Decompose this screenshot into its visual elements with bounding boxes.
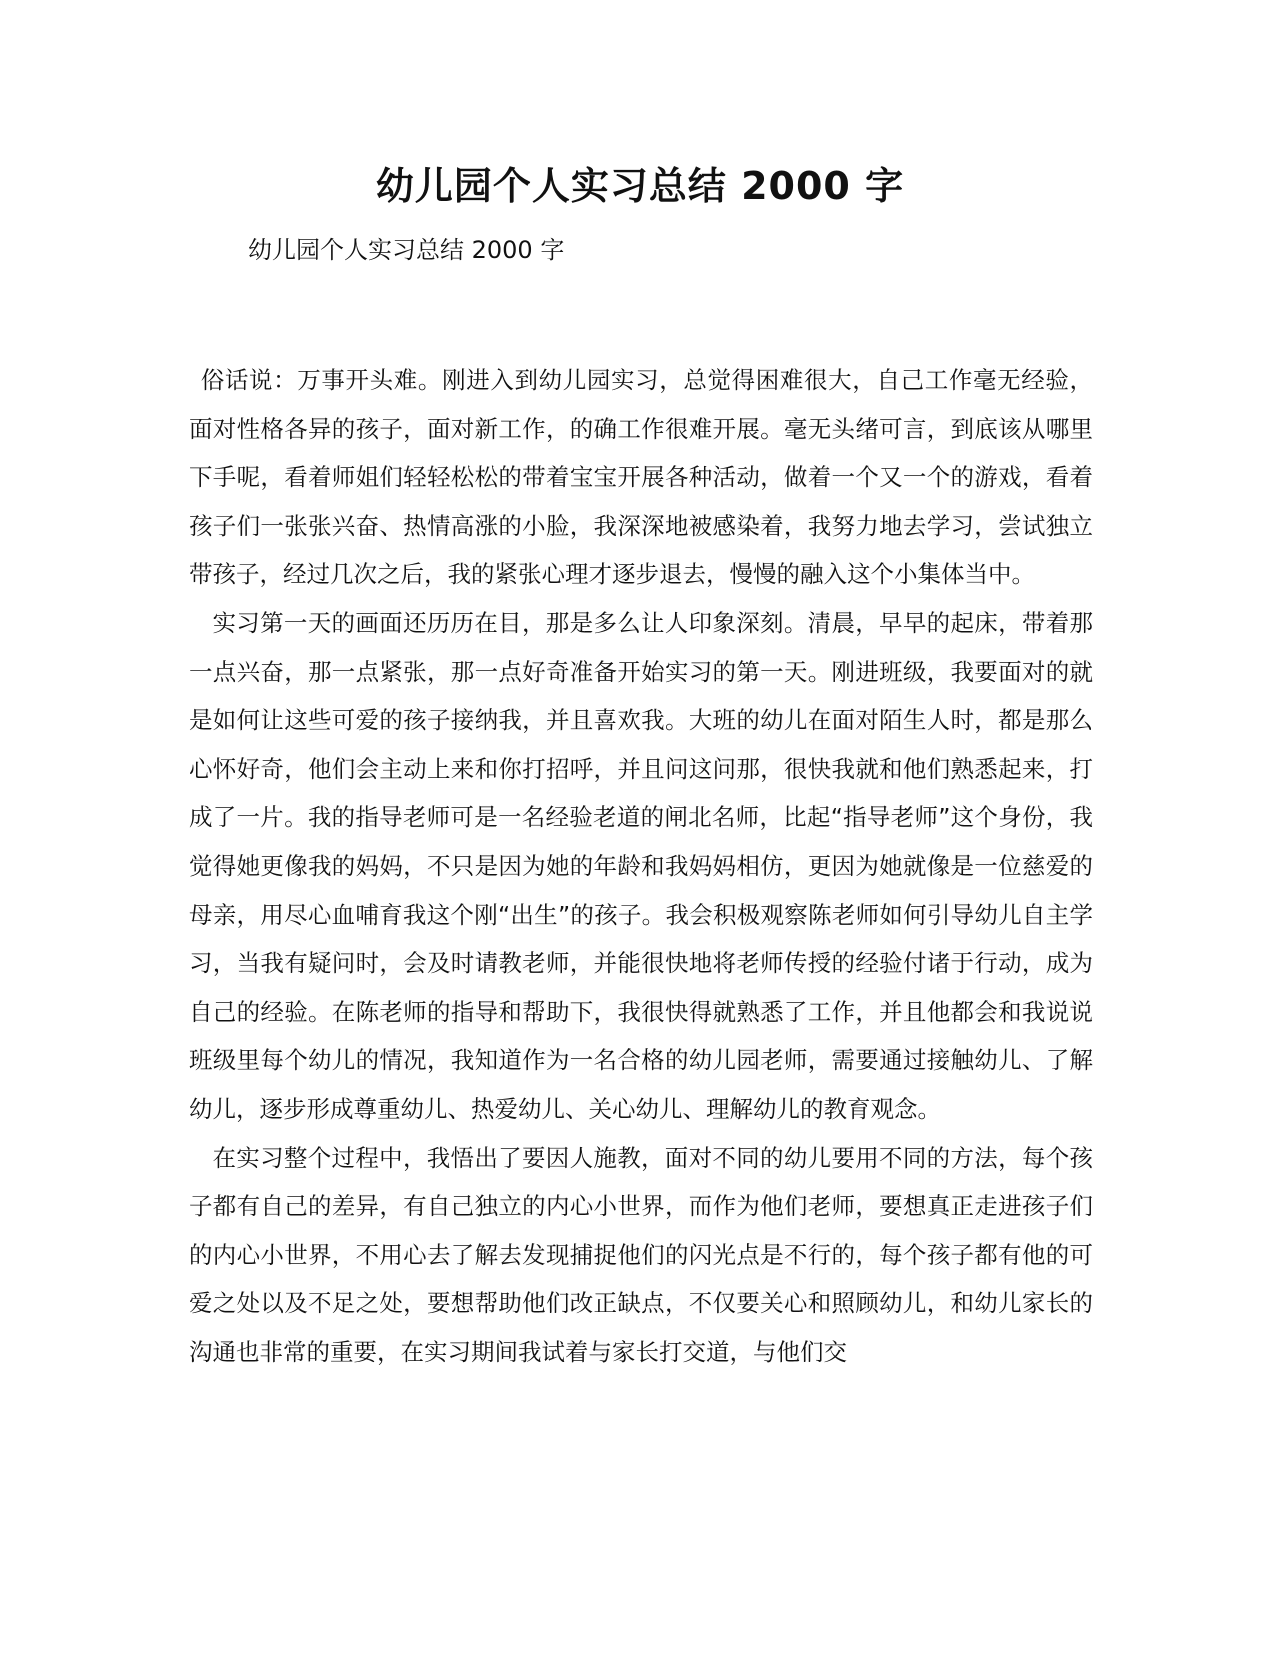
body-paragraph: 在实习整个过程中，我悟出了要因人施教，面对不同的幼儿要用不同的方法，每个孩子都有自己的差异，有自己独立的内心小世界，而作为他们老师，要想真正走进孩子们的内心小世界，不用心去了解去发现捕捉他们的闪光点是不行的，每个孩子都有他的可爱之处以及不足之处，要想帮助他们改正缺点，不仅要关心和照顾幼儿，和幼儿家长的沟通也非常的重要，在实习期间我试着与家长打交道，与他们交 xyxy=(189,1143,1093,1366)
document-body xyxy=(189,356,1093,1376)
body-paragraph: 实习第一天的画面还历历在目，那是多么让人印象深刻。清晨，早早的起床，带着那一点兴奋，那一点紧张，那一点好奇准备开始实习的第一天。刚进班级，我要面对的就是如何让这些可爱的孩子接纳我，并且喜欢我。大班的幼儿在面对陌生人时，都是那么心怀好奇，他们会主动上来和你打招呼，并且问这问那，很快我就和他们熟悉起来，打成了一片。我的指导老师可是一名经验老道的闸北名师，比起“指导老师”这个身份，我觉得她更像我的妈妈，不只是因为她的年龄和我妈妈相仿，更因为她就像是一位慈爱的母亲，用尽心血哺育我这个刚“出生”的孩子。我会积极观察陈老师如何引导幼儿自主学习，当我有疑问时，会及时请教老师，并能很快地将老师传授的经验付诸于行动，成为自己的经验。在陈老师的指导和帮助下，我很快得就熟悉了工作，并且他都会和我说说班级里每个幼儿的情况，我知道作为一名合格的幼儿园老师，需要通过接触幼儿、了解幼儿，逐步形成尊重幼儿、热爱幼儿、关心幼儿、理解幼儿的教育观念。 xyxy=(189,608,1093,1123)
body-paragraph: 俗话说：万事开头难。刚进入到幼儿园实习，总觉得困难很大，自己工作毫无经验，面对性格各异的孩子，面对新工作，的确工作很难开展。毫无头绪可言，到底该从哪里下手呢，看着师姐们轻轻松松的带着宝宝开展各种活动，做着一个又一个的游戏，看着孩子们一张张兴奋、热情高涨的小脸，我深深地被感染着，我努力地去学习，尝试独立带孩子，经过几次之后，我的紧张心理才逐步退去，慢慢的融入这个小集体当中。 xyxy=(189,366,1093,589)
document-subtitle: 幼儿园个人实习总结 2000 字 xyxy=(248,236,565,264)
document-title: 幼儿园个人实习总结 2000 字 xyxy=(375,164,905,208)
